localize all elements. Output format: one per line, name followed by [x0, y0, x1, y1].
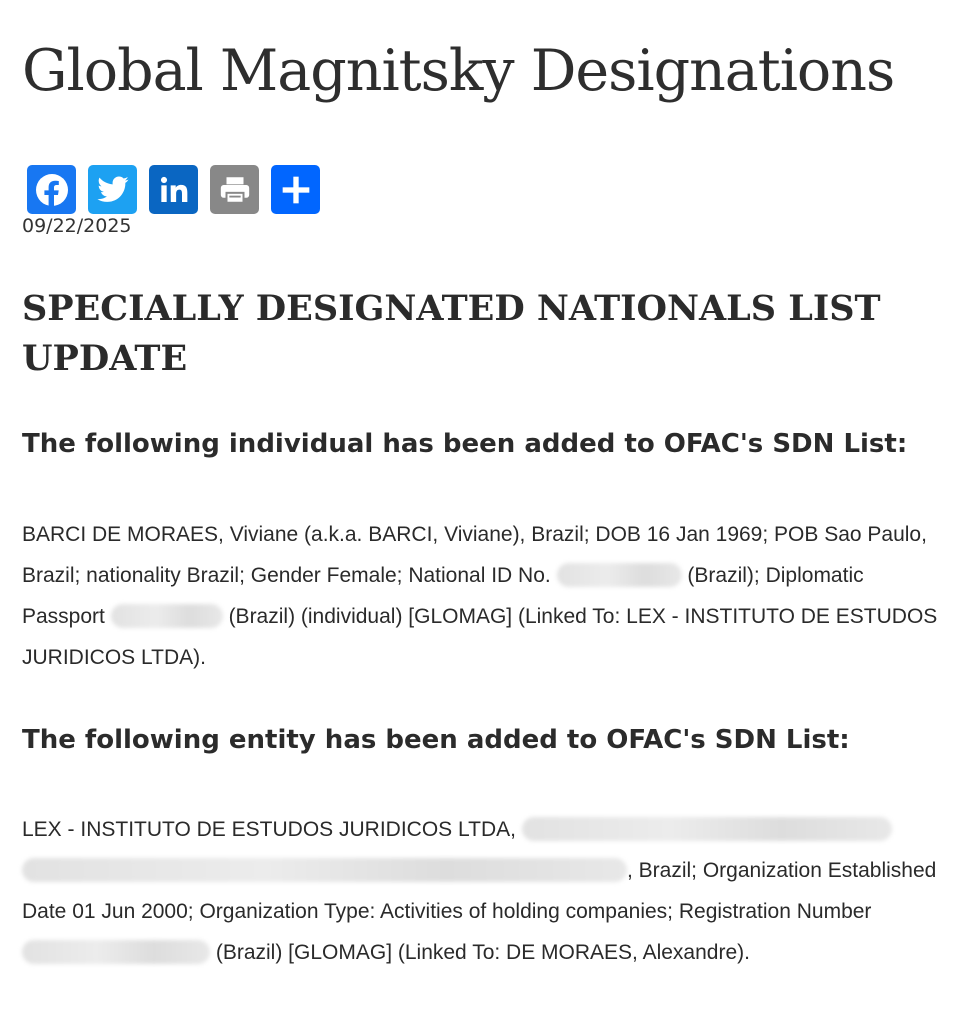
entity-entry	[22, 809, 950, 973]
individual-entry	[22, 514, 950, 678]
print-icon	[218, 173, 252, 207]
redacted-passport-number	[111, 604, 223, 628]
facebook-icon	[33, 171, 71, 209]
individual-text-3: (Brazil) (individual) [GLOMAG] (Linked To: LEX - INSTITUTO DE ESTUDOS JURIDICOS LTDA).	[22, 605, 938, 669]
print-button[interactable]	[210, 165, 259, 214]
share-plus-icon	[280, 174, 312, 206]
twitter-share-button[interactable]	[88, 165, 137, 214]
redacted-national-id	[557, 563, 682, 587]
twitter-icon	[96, 173, 130, 207]
individual-text-2: (Brazil); Diplomatic Passport	[22, 564, 864, 628]
individual-heading: The following individual has been added to OFAC's SDN List:	[22, 429, 908, 459]
individual-text-1: BARCI DE MORAES, Viviane (a.k.a. BARCI, Viviane), Brazil; DOB 16 Jan 1969; POB Sao Paulo, Brazil; nationality Brazil; Gender Female; National ID No.	[22, 523, 927, 587]
redacted-registration-number	[22, 940, 210, 964]
publish-date: 09/22/2025	[22, 215, 132, 237]
entity-text-2: , Brazil; Organization Established Date 01 Jun 2000; Organization Type: Activities of holding companies; Registration Number	[22, 859, 937, 923]
page-title: Global Magnitsky Designations	[22, 38, 895, 104]
redacted-address-line-1	[522, 817, 892, 841]
entity-text-1: LEX - INSTITUTO DE ESTUDOS JURIDICOS LTDA,	[22, 818, 516, 841]
share-bar	[27, 165, 320, 214]
redacted-address-line-2	[22, 858, 627, 882]
share-more-button[interactable]	[271, 165, 320, 214]
entity-text-3: (Brazil) [GLOMAG] (Linked To: DE MORAES, Alexandre).	[215, 941, 750, 964]
section-heading: SPECIALLY DESIGNATED NATIONALS LIST UPDATE	[22, 288, 881, 379]
entity-heading: The following entity has been added to OFAC's SDN List:	[22, 725, 850, 755]
linkedin-icon	[158, 174, 190, 206]
linkedin-share-button[interactable]	[149, 165, 198, 214]
facebook-share-button[interactable]	[27, 165, 76, 214]
